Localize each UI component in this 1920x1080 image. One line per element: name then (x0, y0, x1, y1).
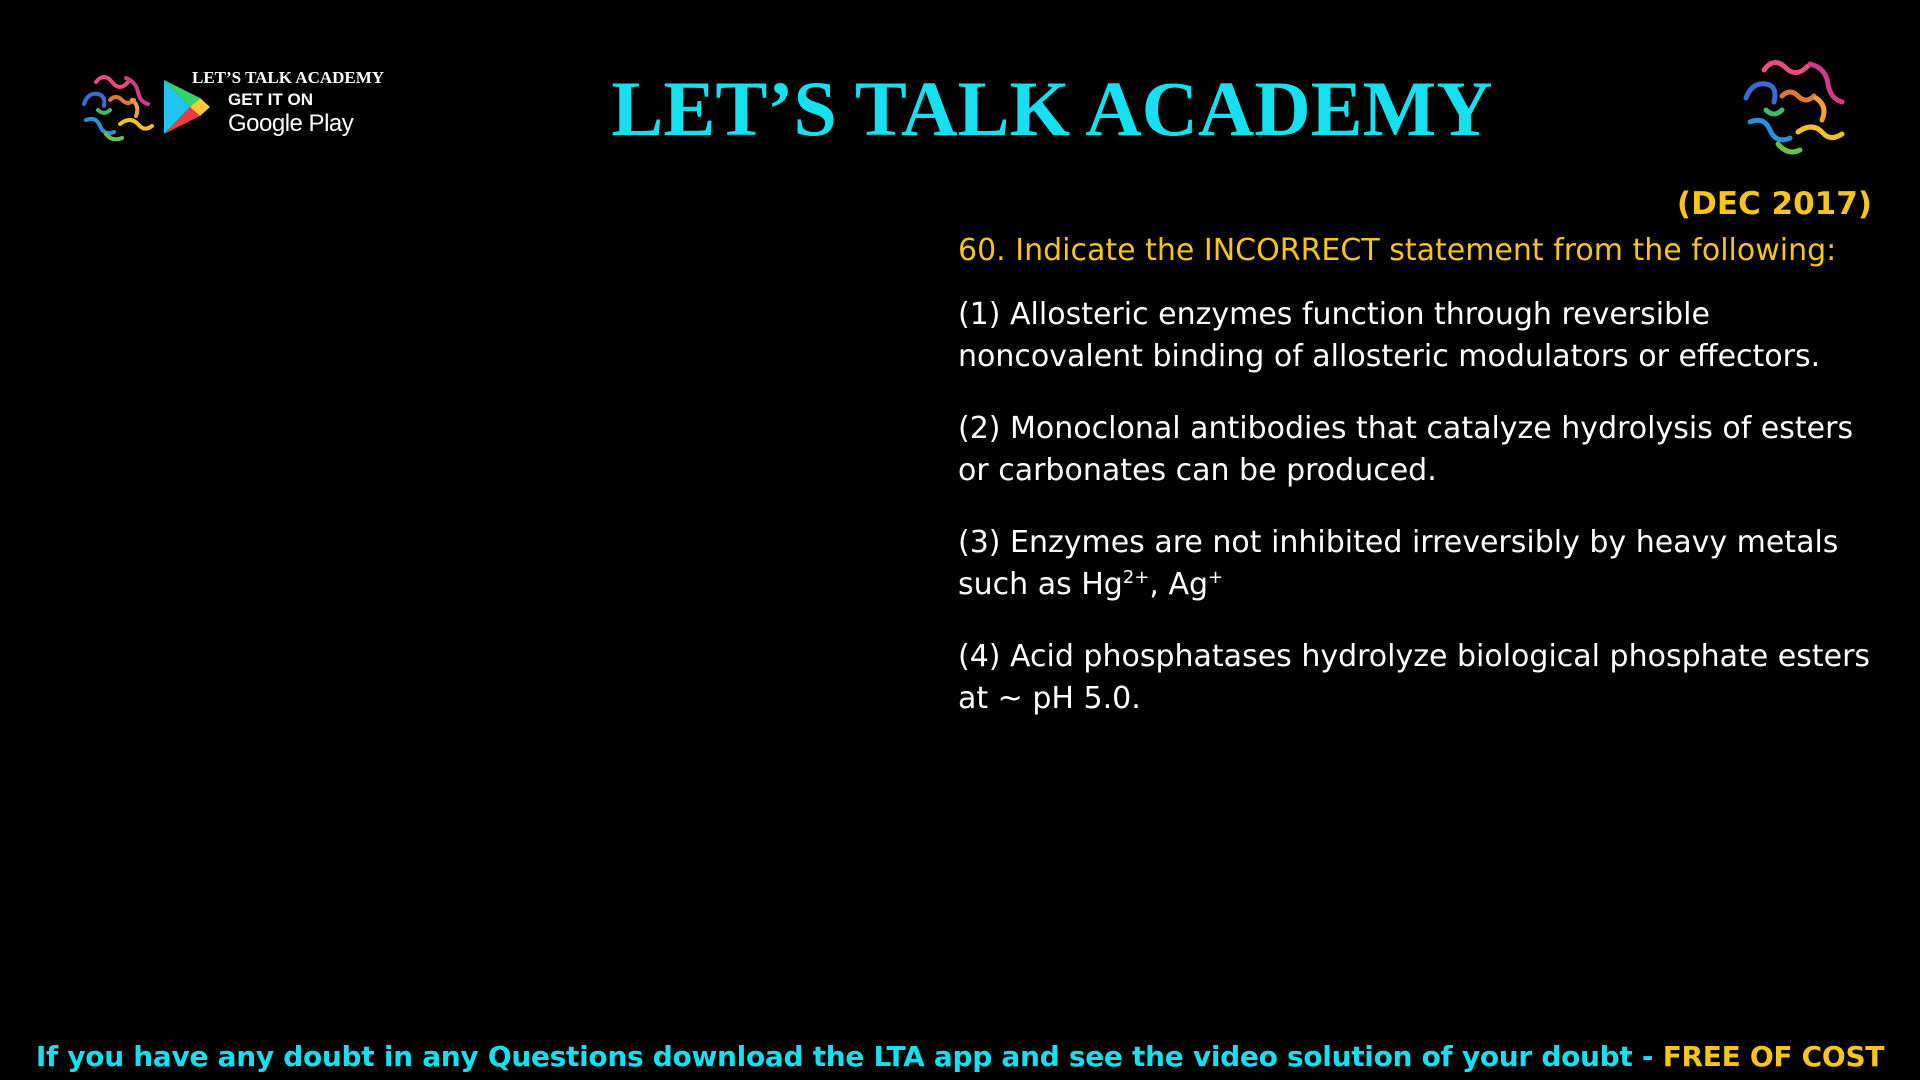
protein-structure-icon (1736, 48, 1852, 160)
option-2: (2) Monoclonal antibodies that catalyze hydrolysis of esters or carbonates can be produced. (958, 411, 1854, 488)
footer-highlight: FREE OF COST (1662, 1040, 1885, 1073)
option-3 (958, 522, 1878, 606)
footer-banner (0, 1040, 1920, 1073)
option-3-text-mid: , Ag (1149, 567, 1209, 602)
badge-brand: LET’S TALK ACADEMY (192, 68, 385, 87)
footer-text: If you have any doubt in any Questions download the LTA app and see the video solution of your doubt - (35, 1040, 1663, 1073)
option-3-sup-ag: + (1208, 567, 1224, 588)
option-1: (1) Allosteric enzymes function through reversible noncovalent binding of allosteric modulators or effectors. (958, 297, 1821, 374)
question-text: 60. Indicate the INCORRECT statement from the following: (958, 233, 1837, 268)
page-title: LET’S TALK ACADEMY (611, 65, 1493, 152)
option-4: (4) Acid phosphatases hydrolyze biological phosphate esters at ~ pH 5.0. (958, 639, 1871, 716)
badge-get-it-on: GET IT ON (228, 90, 313, 109)
option-3-sup-hg: 2+ (1122, 567, 1150, 588)
question-block (958, 230, 1878, 750)
badge-store-name: Google Play (228, 110, 354, 137)
exam-tag: (DEC 2017) (1676, 186, 1872, 222)
option-3-text: (3) Enzymes are not inhibited irreversibly by heavy metals such as Hg (958, 525, 1839, 602)
